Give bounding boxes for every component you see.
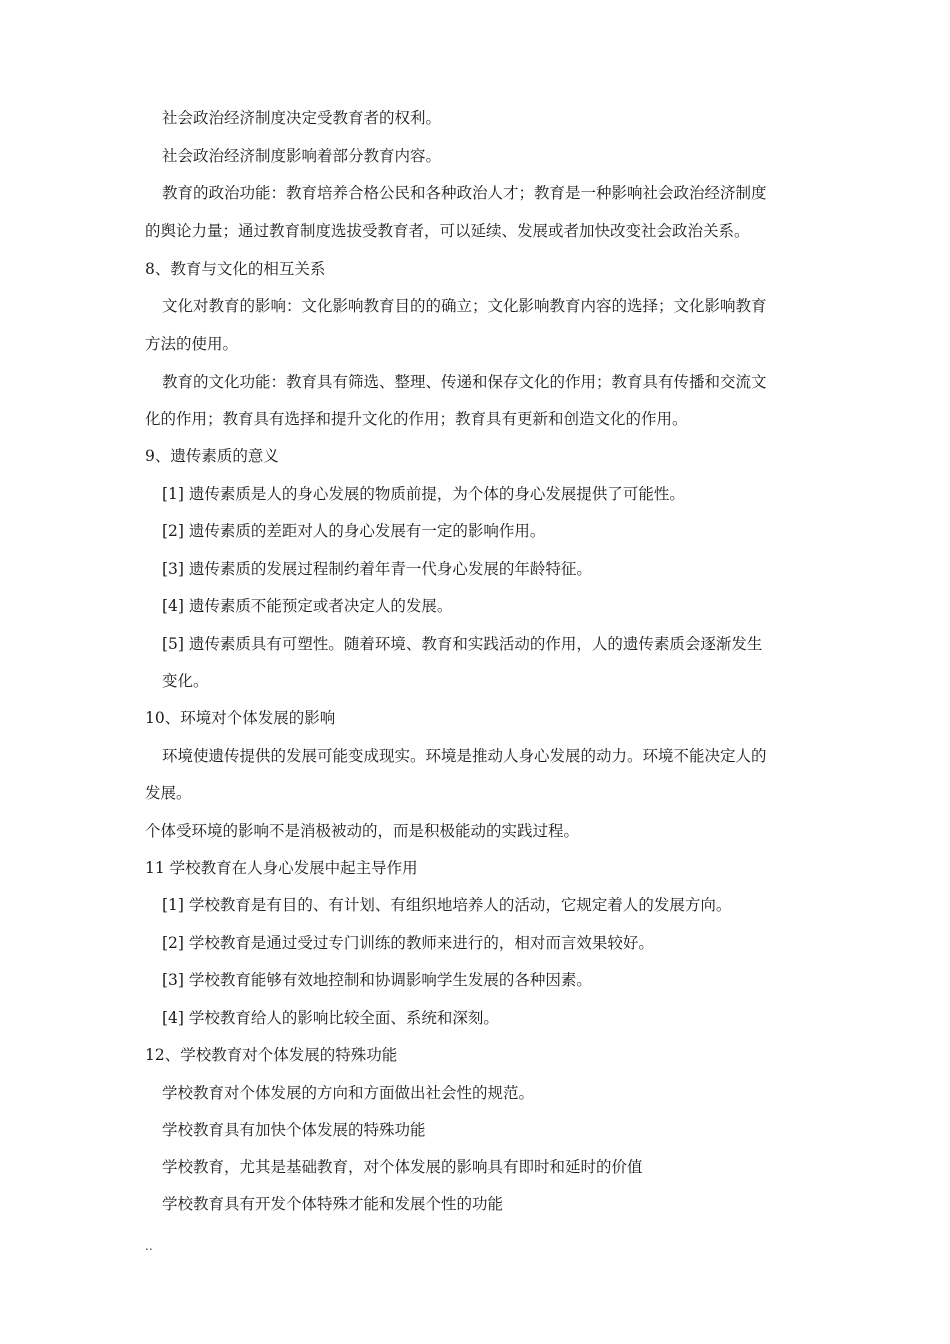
- list-item-continuation: 变化。: [162, 672, 209, 690]
- paragraph-line: 文化对教育的影响：文化影响教育目的的确立；文化影响教育内容的选择；文化影响教育: [162, 297, 767, 315]
- list-item: [2] 学校教育是通过受过专门训练的教师来进行的，相对而言效果较好。: [162, 934, 654, 952]
- paragraph-line: 学校教育具有加快个体发展的特殊功能: [162, 1121, 426, 1139]
- paragraph-line: 学校教育，尤其是基础教育，对个体发展的影响具有即时和延时的价值: [162, 1158, 643, 1176]
- list-item: [4] 遗传素质不能预定或者决定人的发展。: [162, 597, 453, 615]
- paragraph-line: 教育的政治功能：教育培养合格公民和各种政治人才；教育是一种影响社会政治经济制度: [162, 184, 767, 202]
- paragraph-line: 化的作用；教育具有选择和提升文化的作用；教育具有更新和创造文化的作用。: [145, 410, 688, 428]
- paragraph-line: 社会政治经济制度决定受教育者的权利。: [162, 109, 442, 127]
- section-heading: 8、教育与文化的相互关系: [145, 260, 326, 278]
- section-heading: 9、遗传素质的意义: [145, 447, 279, 465]
- section-heading: 12、学校教育对个体发展的特殊功能: [145, 1046, 398, 1064]
- list-item: [2] 遗传素质的差距对人的身心发展有一定的影响作用。: [162, 522, 546, 540]
- paragraph-line: 的舆论力量；通过教育制度选拔受教育者，可以延续、发展或者加快改变社会政治关系。: [145, 222, 750, 240]
- section-heading: 11 学校教育在人身心发展中起主导作用: [145, 859, 418, 877]
- paragraph-line: 学校教育具有开发个体特殊才能和发展个性的功能: [162, 1195, 504, 1213]
- paragraph-line: 学校教育对个体发展的方向和方面做出社会性的规范。: [162, 1084, 535, 1102]
- list-item: [3] 学校教育能够有效地控制和协调影响学生发展的各种因素。: [162, 971, 592, 989]
- list-item: [1] 遗传素质是人的身心发展的物质前提，为个体的身心发展提供了可能性。: [162, 485, 685, 503]
- list-item: [5] 遗传素质具有可塑性。随着环境、教育和实践活动的作用，人的遗传素质会逐渐发生: [162, 635, 763, 653]
- list-item: [3] 遗传素质的发展过程制约着年青一代身心发展的年龄特征。: [162, 560, 592, 578]
- footer-mark: ..: [145, 1239, 153, 1253]
- list-item: [1] 学校教育是有目的、有计划、有组织地培养人的活动，它规定着人的发展方向。: [162, 896, 732, 914]
- paragraph-line: 社会政治经济制度影响着部分教育内容。: [162, 147, 442, 165]
- section-heading: 10、环境对个体发展的影响: [145, 709, 336, 727]
- paragraph-line: 发展。: [145, 784, 192, 802]
- paragraph-line: 个体受环境的影响不是消极被动的，而是积极能动的实践过程。: [145, 822, 580, 840]
- paragraph-line: 教育的文化功能：教育具有筛选、整理、传递和保存文化的作用；教育具有传播和交流文: [162, 373, 767, 391]
- list-item: [4] 学校教育给人的影响比较全面、系统和深刻。: [162, 1009, 499, 1027]
- paragraph-line: 方法的使用。: [145, 335, 239, 353]
- paragraph-line: 环境使遗传提供的发展可能变成现实。环境是推动人身心发展的动力。环境不能决定人的: [162, 747, 767, 765]
